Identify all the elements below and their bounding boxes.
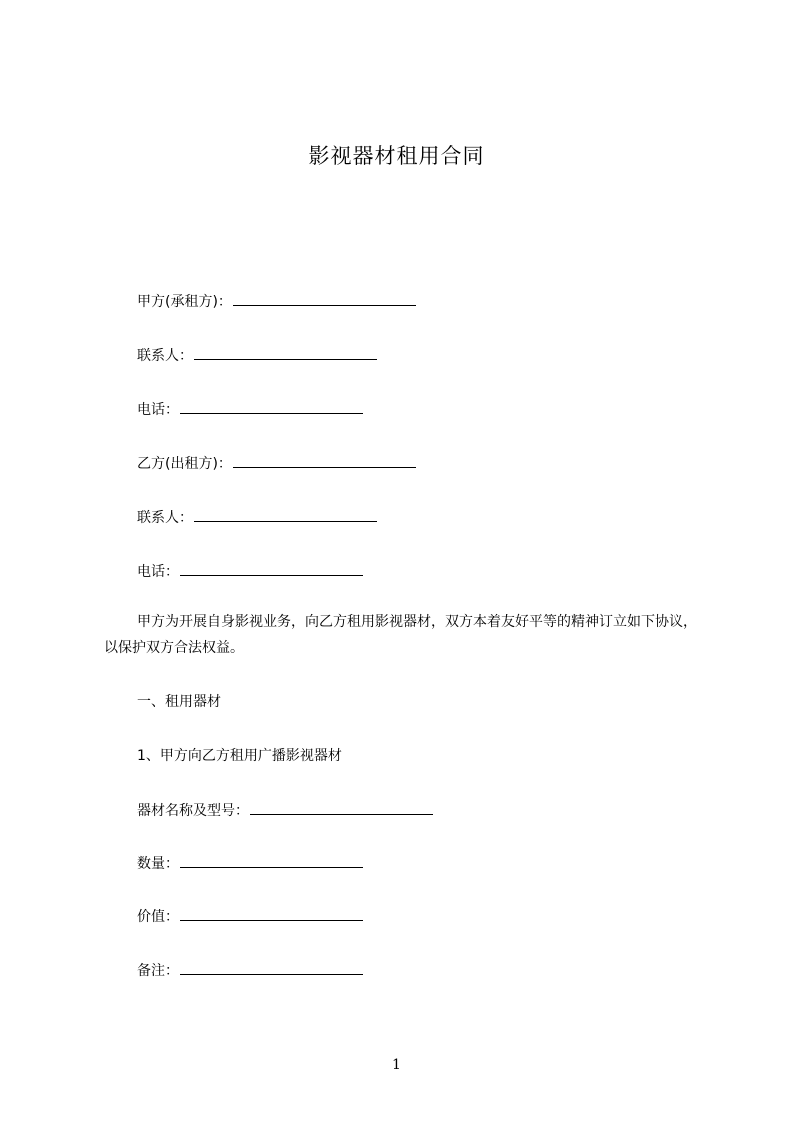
quantity-label: 数量： (137, 856, 179, 872)
remarks-label: 备注： (137, 963, 179, 979)
value-label: 价值： (137, 909, 179, 925)
quantity-field (137, 853, 363, 874)
equipment-name-blank (250, 800, 433, 815)
party-b-phone-field (137, 561, 363, 582)
equipment-name-field (137, 800, 433, 821)
page-title: 影视器材租用合同 (308, 144, 485, 168)
party-b-contact-field (137, 507, 377, 528)
party-b-phone-blank (180, 561, 363, 576)
party-a-phone-field (137, 399, 363, 420)
party-a-phone-label: 电话： (137, 402, 179, 418)
intro-paragraph: 甲方为开展自身影视业务，向乙方租用影视器材，双方本着友好平等的精神订立如下协议，以保护双方合法权益。 (104, 614, 697, 656)
party-b-label: 乙方(出租方)： (137, 456, 232, 472)
value-field (137, 906, 363, 927)
party-b-field (137, 453, 416, 474)
party-a-contact-field (137, 345, 377, 366)
section-1-item-1: 1、甲方向乙方租用广播影视器材 (137, 748, 342, 764)
party-a-blank (233, 291, 416, 306)
party-b-phone-label: 电话： (137, 564, 179, 580)
quantity-blank (180, 853, 363, 868)
party-a-contact-label: 联系人： (137, 348, 193, 364)
party-a-phone-blank (180, 399, 363, 414)
equipment-name-label: 器材名称及型号： (137, 803, 249, 819)
party-a-label: 甲方(承租方)： (137, 294, 232, 310)
remarks-field (137, 960, 363, 981)
party-b-contact-blank (194, 507, 377, 522)
party-a-field (137, 291, 416, 312)
page-number: 1 (392, 1057, 401, 1073)
section-1-heading: 一、租用器材 (137, 694, 221, 710)
party-b-contact-label: 联系人： (137, 510, 193, 526)
remarks-blank (180, 960, 363, 975)
value-blank (180, 906, 363, 921)
party-a-contact-blank (194, 345, 377, 360)
party-b-blank (233, 453, 416, 468)
